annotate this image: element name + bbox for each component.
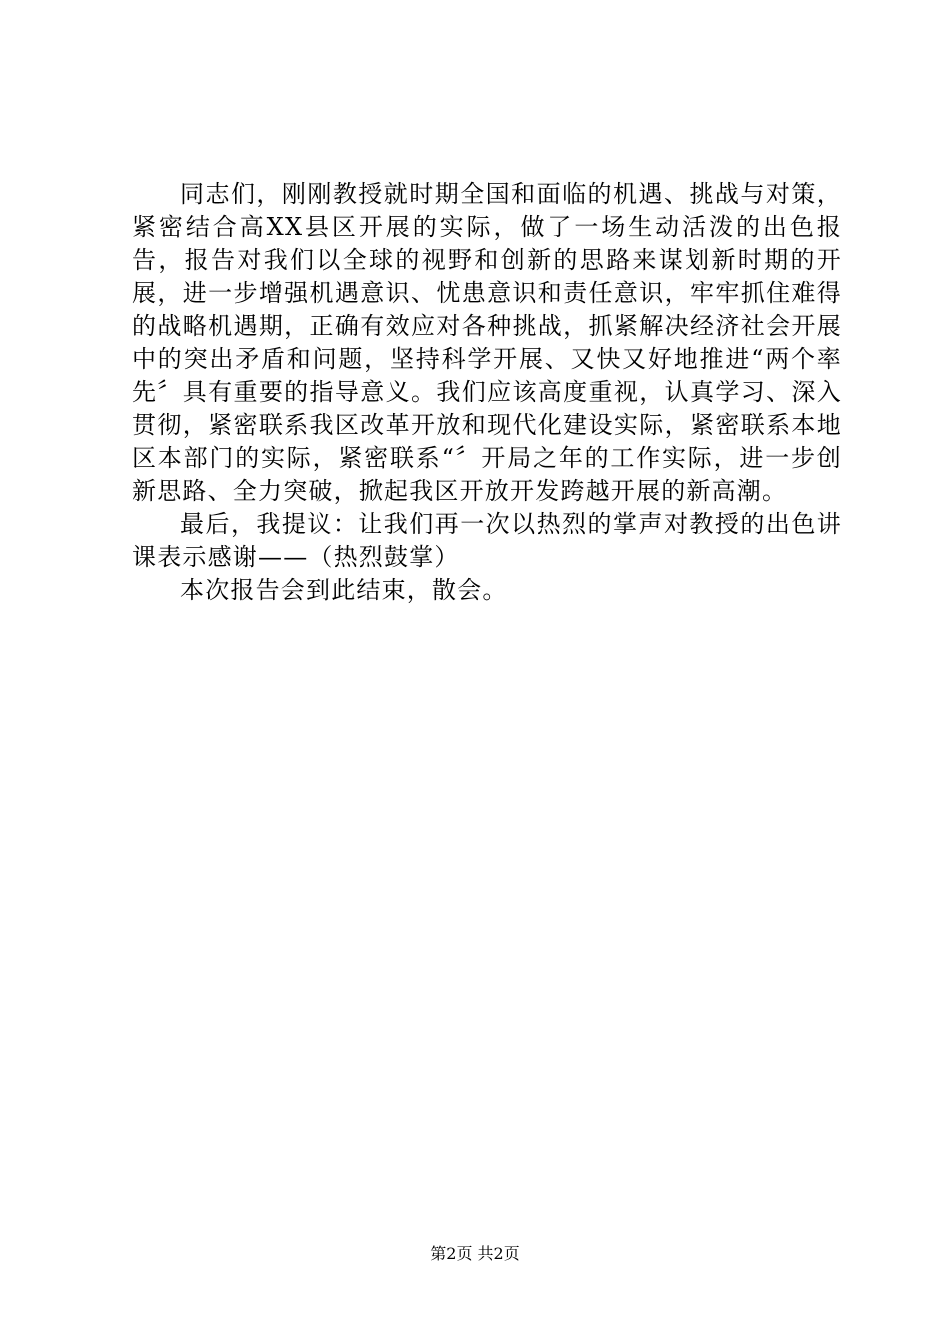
paragraph-thanks-proposal: 最后，我提议：让我们再一次以热烈的掌声对教授的出色讲课表示感谢——（热烈鼓掌） [132,510,842,571]
page-number: 第2页 共2页 [430,1244,520,1263]
page-footer [0,1244,950,1264]
paragraph-closing: 本次报告会到此结束，散会。 [180,576,508,604]
document-body [132,178,842,607]
paragraph-speech-summary: 同志们，刚刚教授就时期全国和面临的机遇、挑战与对策，紧密结合高XX县区开展的实际，做了一场生动活泼的出色报告，报告对我们以全球的视野和创新的思路来谋划新时期的开展，进一步增强机遇意识、忧患意识和责任意识，牢牢抓住难得的战略机遇期，正确有效应对各种挑战，抓紧解决经济社会开展中的突出矛盾和问题，坚持科学开展、又快又好地推进“两个率先〞具有重要的指导意义。我们应该高度重视，认真学习、深入贯彻，紧密联系我区改革开放和现代化建设实际，紧密联系本地区本部门的实际，紧密联系“〞开局之年的工作实际，进一步创新思路、全力突破，掀起我区开放开发跨越开展的新高潮。 [132,180,842,505]
